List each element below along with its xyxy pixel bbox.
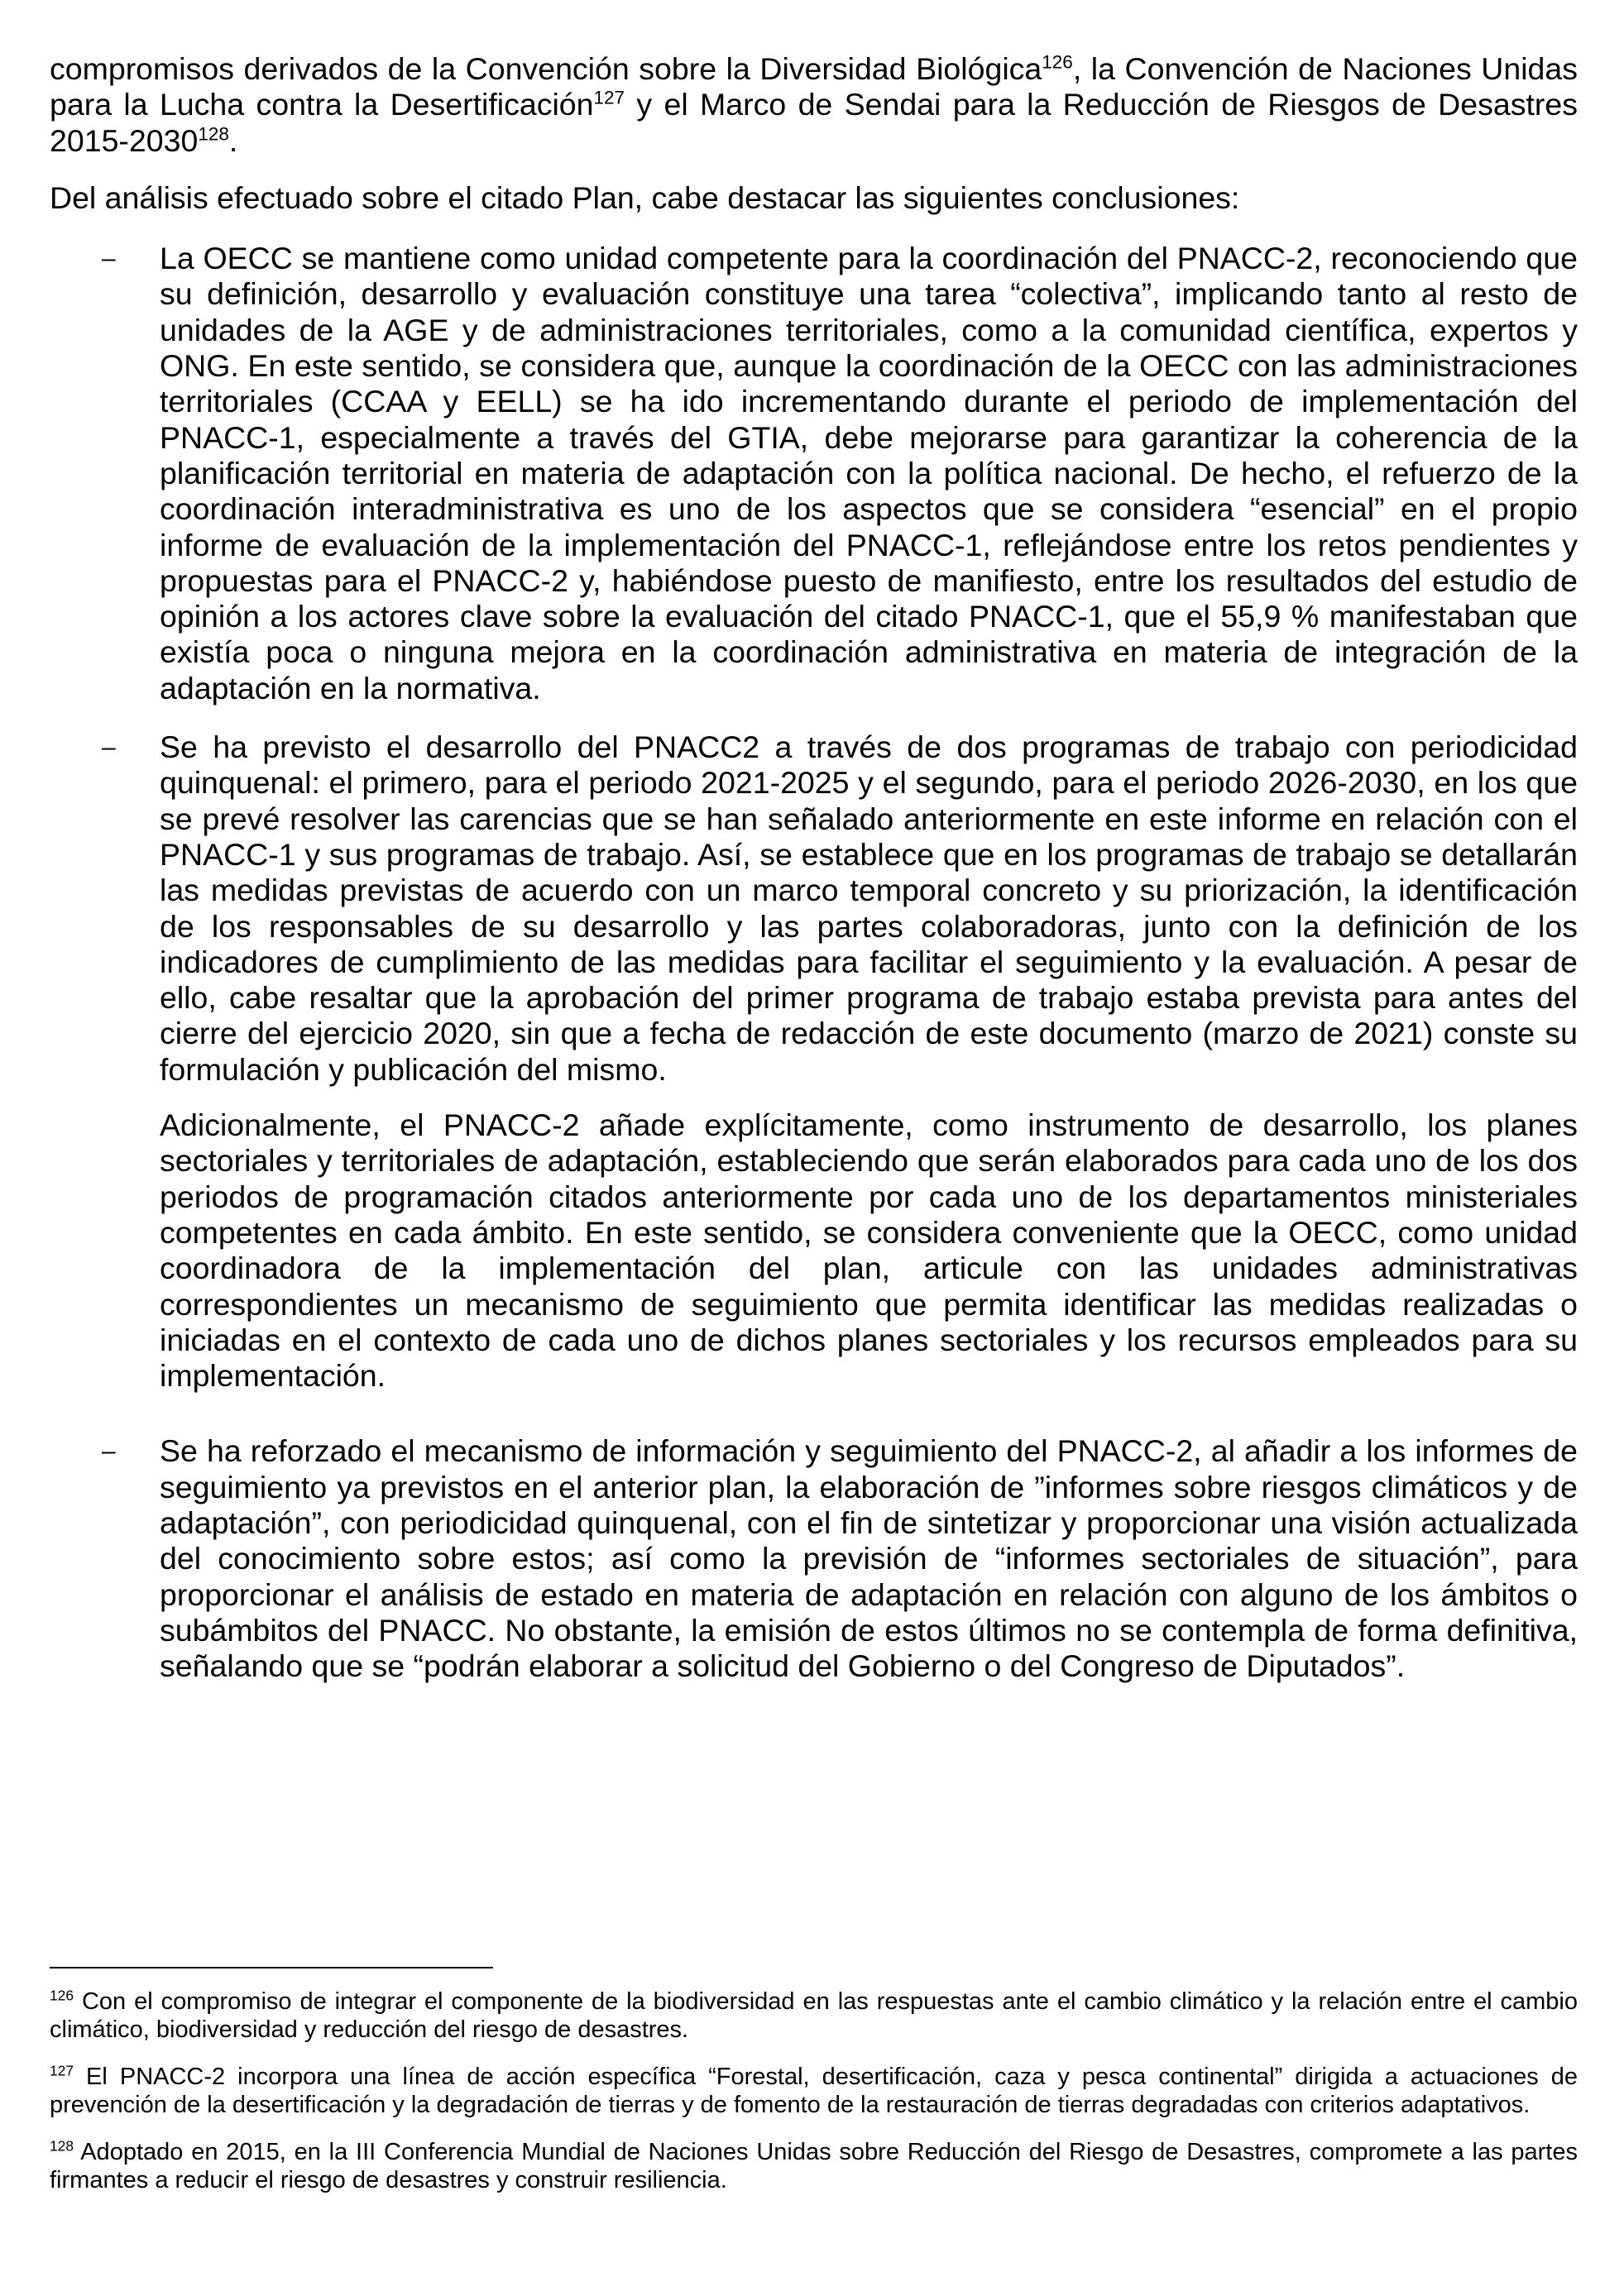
footnote-text: El PNACC-2 incorpora una línea de acción específica “Forestal, desertificación, caza y pesca continental” dirigida a actuaciones de prevención de la desertificación y la degradación de tierras y de fomento de la restauración de tierras degradadas con criterios adaptativos. bbox=[50, 2064, 1578, 2118]
list-item bbox=[50, 729, 1578, 1394]
footnote-separator bbox=[50, 1967, 493, 1968]
footnotes bbox=[50, 1988, 1578, 2214]
footnote-127 bbox=[50, 2064, 1578, 2119]
bullet-dash-icon: – bbox=[102, 734, 116, 762]
footnote-text: Adoptado en 2015, en la III Conferencia Mundial de Naciones Unidas sobre Reducción del Riesgo de Desastres, compromete a las partes firmantes a reducir el riesgo de desastres y construir resiliencia. bbox=[50, 2139, 1578, 2193]
intro-text-3: y el Marco de Sendai para la Reducción de Riesgos de Desastres 2015-2030 bbox=[50, 87, 1578, 158]
intro-text-2: , la Convención de Naciones Unidas para la Lucha contra la Desertificación bbox=[50, 51, 1578, 122]
bullet-dash-icon: – bbox=[102, 1437, 116, 1466]
list-item-paragraph: Se ha previsto el desarrollo del PNACC2 a través de dos programas de trabajo con periodicidad quinquenal: el primero, para el periodo 2021-2025 y el segundo, para el periodo 2026-2030, en los que se prevé resolver las carencias que se han señalado anteriormente en este informe en relación con el PNACC-1 y sus programas de trabajo. Así, se establece que en los programas de trabajo se detallarán las medidas previstas de acuerdo con un marco temporal concreto y su priorización, la identificación de los responsables de su desarrollo y las partes colaboradoras, junto con la definición de los indicadores de cumplimiento de las medidas para facilitar el seguimiento y la evaluación. A pesar de ello, cabe resaltar que la aprobación del primer programa de trabajo estaba prevista para antes del cierre del ejercicio 2020, sin que a fecha de redacción de este documento (marzo de 2021) conste su formulación y publicación del mismo. bbox=[160, 729, 1578, 1087]
footnote-number: 128 bbox=[50, 2137, 74, 2155]
intro-text-4: . bbox=[228, 122, 238, 158]
intro-text-1: compromisos derivados de la Convención sobre la Diversidad Biológica bbox=[50, 51, 1042, 86]
footnote-number: 126 bbox=[50, 1987, 74, 2004]
footnote-ref-127[interactable]: 127 bbox=[593, 87, 625, 108]
list-item-paragraph: La OECC se mantiene como unidad competente para la coordinación del PNACC-2, reconociendo que su definición, desarrollo y evaluación constituye una tarea “colectiva”, implicando tanto al resto de unidades de la AGE y de administraciones territoriales, como a la comunidad científica, expertos y ONG. En este sentido, se considera que, aunque la coordinación de la OECC con las administraciones territoriales (CCAA y EELL) se ha ido incrementando durante el periodo de implementación del PNACC-1, especialmente a través del GTIA, debe mejorarse para garantizar la coherencia de la planificación territorial en materia de adaptación con la política nacional. De hecho, el refuerzo de la coordinación interadministrativa es uno de los aspectos que se considera “esencial” en el propio informe de evaluación de la implementación del PNACC-1, reflejándose entre los retos pendientes y propuestas para el PNACC-2 y, habiéndose puesto de manifiesto, entre los resultados del estudio de opinión a los actores clave sobre la evaluación del citado PNACC-1, que el 55,9 % manifestaban que existía poca o ninguna mejora en la coordinación administrativa en materia de integración de la adaptación en la normativa. bbox=[160, 241, 1578, 706]
footnote-126 bbox=[50, 1988, 1578, 2044]
bullet-dash-icon: – bbox=[102, 245, 116, 273]
intro-paragraph bbox=[50, 51, 1578, 159]
list-item bbox=[50, 1433, 1578, 1684]
footnote-ref-128[interactable]: 128 bbox=[198, 123, 229, 145]
footnote-number: 127 bbox=[50, 2062, 74, 2079]
footnote-ref-126[interactable]: 126 bbox=[1042, 51, 1073, 73]
conclusions-list bbox=[50, 241, 1578, 1684]
list-item bbox=[50, 241, 1578, 706]
footnote-text: Con el compromiso de integrar el componente de la biodiversidad en las respuestas ante el cambio climático y la relación entre el cambio climático, biodiversidad y reducción del riesgo de desastres. bbox=[50, 1988, 1578, 2043]
lead-paragraph: Del análisis efectuado sobre el citado Plan, cabe destacar las siguientes conclusiones: bbox=[50, 179, 1240, 215]
list-item-paragraph: Adicionalmente, el PNACC-2 añade explícitamente, como instrumento de desarrollo, los planes sectoriales y territoriales de adaptación, estableciendo que serán elaborados para cada uno de los dos periodos de programación citados anteriormente por cada uno de los departamentos ministeriales competentes en cada ámbito. En este sentido, se considera conveniente que la OECC, como unidad coordinadora de la implementación del plan, articule con las unidades administrativas correspondientes un mecanismo de seguimiento que permita identificar las medidas realizadas o iniciadas en el contexto de cada uno de dichos planes sectoriales y los recursos empleados para su implementación. bbox=[160, 1107, 1578, 1394]
list-item-paragraph: Se ha reforzado el mecanismo de información y seguimiento del PNACC-2, al añadir a los informes de seguimiento ya previstos en el anterior plan, la elaboración de ”informes sobre riesgos climáticos y de adaptación”, con periodicidad quinquenal, con el fin de sintetizar y proporcionar una visión actualizada del conocimiento sobre estos; así como la previsión de “informes sectoriales de situación”, para proporcionar el análisis de estado en materia de adaptación en relación con alguno de los ámbitos o subámbitos del PNACC. No obstante, la emisión de estos últimos no se contempla de forma definitiva, señalando que se “podrán elaborar a solicitud del Gobierno o del Congreso de Diputados”. bbox=[160, 1433, 1578, 1684]
footnote-128 bbox=[50, 2139, 1578, 2194]
